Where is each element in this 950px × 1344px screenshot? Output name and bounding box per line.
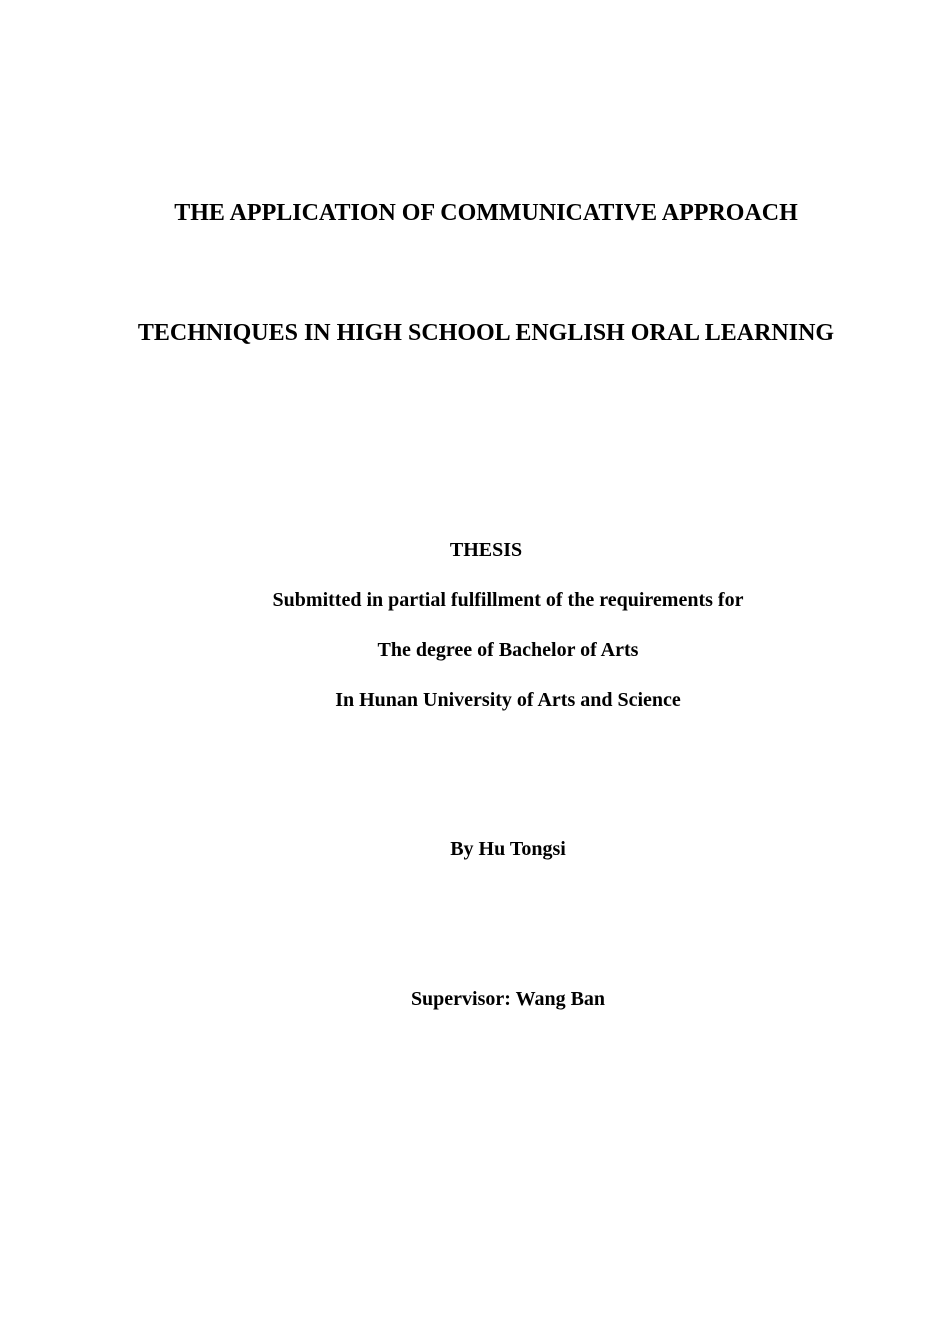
title-line-1: THE APPLICATION OF COMMUNICATIVE APPROACH	[174, 200, 798, 226]
thesis-label: THESIS	[449, 539, 523, 561]
submission-line-1: Submitted in partial fulfillment of the requirements for	[272, 589, 744, 611]
supervisor-line: Supervisor: Wang Ban	[410, 988, 606, 1010]
title-line-2: TECHNIQUES IN HIGH SCHOOL ENGLISH ORAL LEARNING	[137, 320, 835, 346]
submission-line-3: In Hunan University of Arts and Science	[335, 689, 681, 711]
submission-line-2: The degree of Bachelor of Arts	[377, 639, 639, 661]
author-line: By Hu Tongsi	[450, 838, 566, 860]
